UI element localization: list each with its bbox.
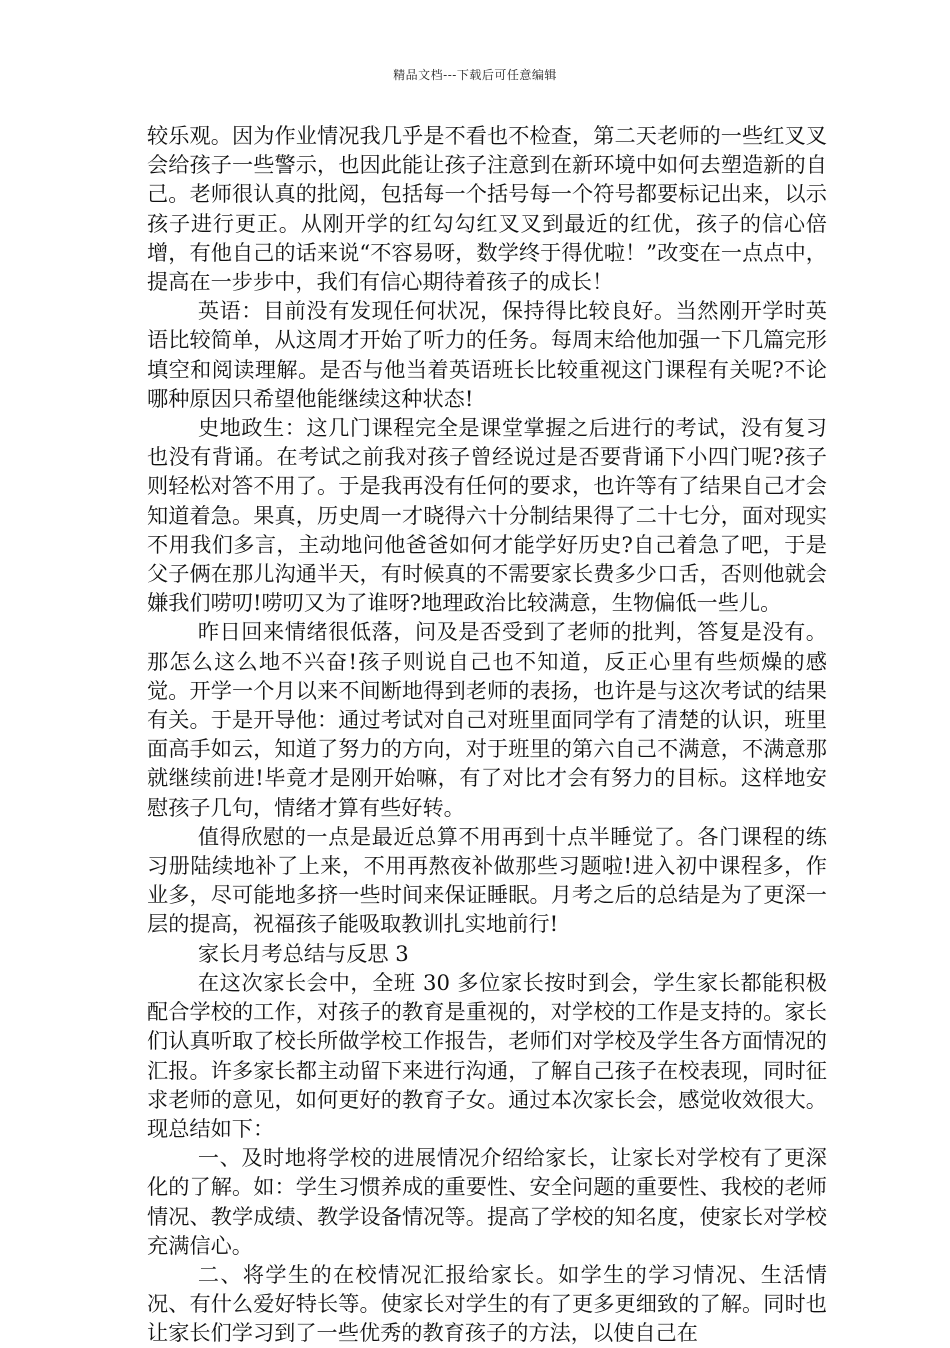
- paragraph: 较乐观。因为作业情况我几乎是不看也不检查，第二天老师的一些红叉叉会给孩子一些警示，也因此能让孩子注意到在新环境中如何去塑造新的自己。老师很认真的批阅，包括每一个括号每一个符号都要标记出来，以示孩子进行更正。从刚开学的红勾勾红叉叉到最近的红优，孩子的信心倍增，有他自己的话来说“不容易呀，数学终于得优啦！”改变在一点点中，提高在一步步中，我们有信心期待着孩子的成长！: [147, 123, 827, 295]
- paragraph: 一、及时地将学校的进展情况介绍给家长，让家长对学校有了更深化的了解。如：学生习惯养成的重要性、安全问题的重要性、我校的老师情况、教学成绩、教学设备情况等。提高了学校的知名度，使家长对学校充满信心。: [147, 1145, 827, 1258]
- paragraph: 史地政生：这几门课程完全是课堂掌握之后进行的考试，没有复习也没有背诵。在考试之前我对孩子曾经说过是否要背诵下小四门呢?孩子则轻松对答不用了。于是我再没有任何的要求，也许等有了结果自己才会知道着急。果真，历史周一才晓得六十分制结果得了二十七分，面对现实不用我们多言，主动地问他爸爸如何才能学好历史?自己着急了吧，于是父子俩在那儿沟通半天，有时候真的不需要家长费多少口舌，否则他就会嫌我们唠叨!唠叨又为了谁呀?地理政治比较满意，生物偏低一些儿。: [147, 415, 827, 616]
- page-header: 精品文档---下载后可任意编辑: [393, 68, 557, 82]
- document-body: [147, 121, 827, 1348]
- paragraph: 在这次家长会中，全班 30 多位家长按时到会，学生家长都能积极配合学校的工作，对孩子的教育是重视的，对学校的工作是支持的。家长们认真听取了校长所做学校工作报告，老师们对学校及学生各方面情况的汇报。许多家长都主动留下来进行沟通，了解自己孩子在校表现，同时征求老师的意见，如何更好的教育子女。通过本次家长会，感觉收效很大。现总结如下：: [147, 969, 827, 1141]
- paragraph: 昨日回来情绪很低落，问及是否受到了老师的批判，答复是没有。那怎么这么地不兴奋!孩子则说自己也不知道，反正心里有些烦燥的感觉。开学一个月以来不间断地得到老师的表扬，也许是与这次考试的结果有关。于是开导他：通过考试对自己对班里面同学有了清楚的认识，班里面高手如云，知道了努力的方向，对于班里的第六自己不满意，不满意那就继续前进!毕竟才是刚开始嘛，有了对比才会有努力的目标。这样地安慰孩子几句，情绪才算有些好转。: [147, 619, 827, 820]
- paragraph: 值得欣慰的一点是最近总算不用再到十点半睡觉了。各门课程的练习册陆续地补了上来，不用再熬夜补做那些习题啦!进入初中课程多，作业多，尽可能地多挤一些时间来保证睡眠。月考之后的总结是为了更深一层的提高，祝福孩子能吸取教训扎实地前行!: [147, 823, 827, 937]
- section-heading: 家长月考总结与反思 3: [197, 940, 409, 966]
- paragraph: 二、将学生的在校情况汇报给家长。如学生的学习情况、生活情况、有什么爱好特长等。使家长对学生的有了更多更细致的了解。同时也让家长们学习到了一些优秀的教育孩子的方法，以使自己在: [147, 1261, 827, 1346]
- paragraph: 英语：目前没有发现任何状况，保持得比较良好。当然刚开学时英语比较简单，从这周才开始了听力的任务。每周末给他加强一下几篇完形填空和阅读理解。是否与他当着英语班长比较重视这门课程有关呢?不论哪种原因只希望他能继续这种状态!: [147, 298, 827, 411]
